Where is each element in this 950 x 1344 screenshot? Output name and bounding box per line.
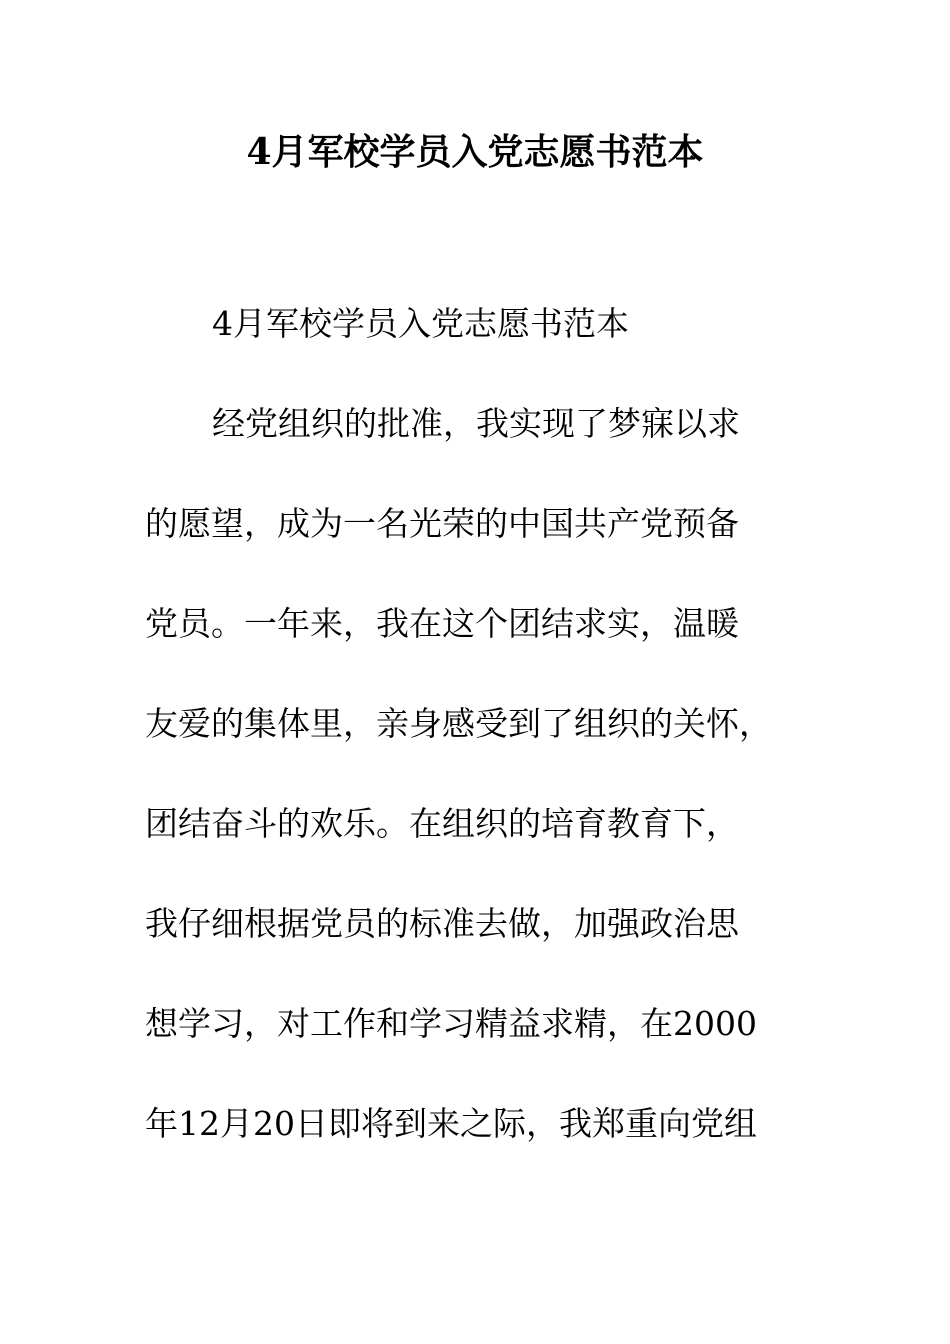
body-line: 年12月20日即将到来之际，我郑重向党组 xyxy=(145,1104,757,1143)
body-line: 经党组织的批准，我实现了梦寐以求 xyxy=(212,404,740,443)
body-line: 团结奋斗的欢乐。在组织的培育教育下， xyxy=(145,804,739,843)
document-title: 4月军校学员入党志愿书范本 xyxy=(246,131,704,173)
body-line: 的愿望，成为一名光荣的中国共产党预备 xyxy=(145,504,739,543)
document-subtitle: 4月军校学员入党志愿书范本 xyxy=(212,304,629,343)
body-line: 我仔细根据党员的标准去做，加强政治思 xyxy=(145,904,739,943)
body-line: 党员。一年来，我在这个团结求实，温暖 xyxy=(145,604,739,643)
body-line: 友爱的集体里，亲身感受到了组织的关怀， xyxy=(145,704,772,743)
body-line: 想学习，对工作和学习精益求精，在2000 xyxy=(145,1004,757,1043)
